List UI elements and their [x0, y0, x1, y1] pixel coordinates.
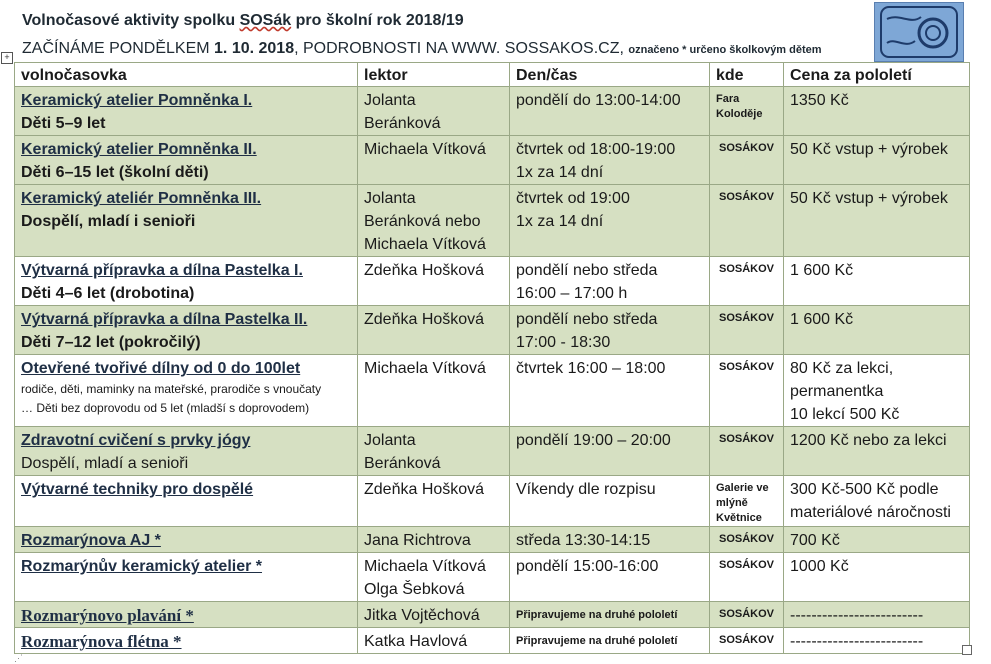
- activity-title[interactable]: Rozmarýnova AJ *: [21, 532, 161, 549]
- place-cell: [710, 476, 784, 527]
- table-move-handle[interactable]: +: [1, 52, 13, 64]
- activity-subtitle: Dospělí, mladí a senioři: [21, 455, 189, 472]
- price-cell-line: 300 Kč-500 Kč podle: [790, 481, 939, 498]
- time-cell-line: čtvrtek od 18:00-19:00: [516, 141, 676, 158]
- price-cell-line: -------------------------: [790, 607, 924, 624]
- lecturer-cell: [358, 628, 510, 654]
- place-cell: [710, 355, 784, 427]
- lecturer-cell: [358, 136, 510, 185]
- page-title: [22, 12, 464, 30]
- price-cell: [784, 527, 970, 553]
- activity-cell: [15, 602, 358, 628]
- lecturer-cell-line: Jolanta: [364, 92, 416, 109]
- place-cell-line: Koloděje: [716, 108, 763, 120]
- time-cell-line: Víkendy dle rozpisu: [516, 481, 656, 498]
- bottom-dots: ⋰: [14, 653, 23, 663]
- lecturer-cell-line: Michaela Vítková: [364, 236, 486, 253]
- time-cell: [510, 476, 710, 527]
- price-cell-line: 1 600 Kč: [790, 262, 854, 279]
- time-cell-line: čtvrtek 16:00 – 18:00: [516, 360, 666, 377]
- activity-cell: [15, 553, 358, 602]
- lecturer-cell: [358, 257, 510, 306]
- lecturer-cell-line: Beránková: [364, 455, 441, 472]
- place-cell-line: mlýně: [716, 497, 748, 509]
- activity-cell: [15, 355, 358, 427]
- activity-subtitle: Děti 7–12 let (pokročilý): [21, 334, 201, 351]
- price-cell-line: 1350 Kč: [790, 92, 849, 109]
- activity-title[interactable]: Výtvarné techniky pro dospělé: [21, 481, 254, 498]
- price-cell-line: 1000 Kč: [790, 558, 849, 575]
- activity-cell: [15, 136, 358, 185]
- page-header: [0, 0, 991, 62]
- time-cell-line: pondělí nebo středa: [516, 311, 658, 328]
- activity-cell: [15, 185, 358, 257]
- place-cell-line: SOSÁKOV: [718, 533, 774, 545]
- place-cell: [710, 185, 784, 257]
- place-cell-line: SOSÁKOV: [718, 608, 774, 620]
- column-header-activity: volnočasovka: [15, 63, 358, 87]
- price-cell-line: 50 Kč vstup + výrobek: [790, 141, 948, 158]
- lecturer-cell-line: Jana Richtrova: [364, 532, 471, 549]
- place-cell-line: Fara: [716, 93, 740, 105]
- time-cell-line: 1x za 14 dní: [516, 164, 604, 181]
- lecturer-cell-line: Olga Šebková: [364, 581, 465, 598]
- time-cell-line: středa 13:30-14:15: [516, 532, 651, 549]
- activity-subtitle: Děti 5–9 let: [21, 115, 106, 132]
- lecturer-cell-line: Jolanta: [364, 190, 416, 207]
- activity-cell: [15, 628, 358, 654]
- table-row: [15, 628, 970, 654]
- table-row: [15, 355, 970, 427]
- price-cell: [784, 87, 970, 136]
- price-cell: [784, 427, 970, 476]
- page-subtitle: [22, 40, 822, 58]
- price-cell: [784, 553, 970, 602]
- activity-subtitle-2: … Děti bez doprovodu od 5 let (mladší s doprovodem): [21, 401, 310, 415]
- activity-subtitle: rodiče, děti, maminky na mateřské, prarodiče s vnoučaty: [21, 382, 322, 396]
- time-cell-line: 1x za 14 dní: [516, 213, 604, 230]
- place-cell: [710, 527, 784, 553]
- activity-subtitle: Děti 6–15 let (školní děti): [21, 164, 209, 181]
- place-cell: [710, 553, 784, 602]
- table-row: [15, 185, 970, 257]
- time-cell-line: Připravujeme na druhé pololetí: [516, 635, 678, 647]
- place-cell-line: SOSÁKOV: [718, 634, 774, 646]
- activity-title[interactable]: Rozmarýnovo plavání *: [21, 606, 194, 625]
- lecturer-cell-line: Jitka Vojtěchová: [364, 607, 480, 624]
- activity-cell: [15, 306, 358, 355]
- activity-title[interactable]: Keramický atelier Pomněnka I.: [21, 92, 253, 109]
- table-row: [15, 306, 970, 355]
- place-cell: [710, 602, 784, 628]
- time-cell-line: čtvrtek od 19:00: [516, 190, 630, 207]
- column-header-price: Cena za pololetí: [784, 63, 970, 87]
- activity-title[interactable]: Keramický ateliér Pomněnka III.: [21, 190, 262, 207]
- activity-title[interactable]: Rozmarýnův keramický atelier *: [21, 558, 263, 575]
- place-cell-line: SOSÁKOV: [718, 312, 774, 324]
- time-cell: [510, 355, 710, 427]
- place-cell: [710, 628, 784, 654]
- place-cell-line: SOSÁKOV: [718, 191, 774, 203]
- activity-cell: [15, 527, 358, 553]
- time-cell-line: 17:00 - 18:30: [516, 334, 611, 351]
- lecturer-cell-line: Zdeňka Hošková: [364, 311, 485, 328]
- time-cell-line: pondělí nebo středa: [516, 262, 658, 279]
- lecturer-cell-line: Zdeňka Hošková: [364, 262, 485, 279]
- lecturer-cell: [358, 87, 510, 136]
- place-cell-line: SOSÁKOV: [718, 142, 774, 154]
- table-row: [15, 257, 970, 306]
- lecturer-cell-line: Beránková: [364, 115, 441, 132]
- activity-cell: [15, 476, 358, 527]
- table-row: [15, 87, 970, 136]
- time-cell: [510, 306, 710, 355]
- subtitle-note: označeno * určeno školkovým dětem: [628, 44, 822, 56]
- logo-drawing: [875, 3, 963, 61]
- price-cell: [784, 136, 970, 185]
- lecturer-cell: [358, 553, 510, 602]
- price-cell-line: 10 lekcí 500 Kč: [790, 406, 900, 423]
- table-row: [15, 527, 970, 553]
- price-cell-line: 1 600 Kč: [790, 311, 854, 328]
- lecturer-cell-line: Michaela Vítková: [364, 558, 486, 575]
- place-cell: [710, 87, 784, 136]
- subtitle-start: ZAČÍNÁME PONDĚLKEM: [22, 40, 215, 57]
- place-cell-line: SOSÁKOV: [718, 361, 774, 373]
- time-cell: [510, 628, 710, 654]
- price-cell: [784, 355, 970, 427]
- column-header-time: Den/čas: [510, 63, 710, 87]
- time-cell: [510, 427, 710, 476]
- place-cell-line: Květnice: [716, 512, 762, 524]
- time-cell: [510, 553, 710, 602]
- price-cell-line: -------------------------: [790, 633, 924, 650]
- subtitle-rest: , PODROBNOSTI NA WWW. SOSSAKOS.CZ,: [294, 40, 629, 57]
- column-header-place: kde: [710, 63, 784, 87]
- activity-subtitle: Děti 4–6 let (drobotina): [21, 285, 195, 302]
- price-cell-line: 80 Kč za lekci,: [790, 360, 894, 377]
- activity-title[interactable]: Keramický atelier Pomněnka II.: [21, 141, 257, 158]
- price-cell-line: 1200 Kč nebo za lekci: [790, 432, 947, 449]
- activity-cell: [15, 427, 358, 476]
- table-row: [15, 476, 970, 527]
- price-cell-line: materiálové náročnosti: [790, 504, 951, 521]
- lecturer-cell-line: Katka Havlová: [364, 633, 468, 650]
- activity-title[interactable]: Výtvarná přípravka a dílna Pastelka II.: [21, 311, 308, 328]
- lecturer-cell-line: Michaela Vítková: [364, 360, 486, 377]
- sosak-logo: [874, 2, 964, 62]
- price-cell: [784, 476, 970, 527]
- time-cell-line: pondělí 15:00-16:00: [516, 558, 659, 575]
- lecturer-cell-line: Michaela Vítková: [364, 141, 486, 158]
- activity-title[interactable]: Zdravotní cvičení s prvky jógy: [21, 432, 251, 449]
- table-header-row: [15, 63, 970, 87]
- time-cell: [510, 602, 710, 628]
- time-cell: [510, 185, 710, 257]
- lecturer-cell: [358, 185, 510, 257]
- time-cell: [510, 527, 710, 553]
- table-row: [15, 553, 970, 602]
- time-cell-line: Připravujeme na druhé pololetí: [516, 609, 678, 621]
- place-cell-line: Galerie ve: [716, 482, 769, 494]
- activity-title[interactable]: Rozmarýnova flétna *: [21, 632, 182, 651]
- lecturer-cell: [358, 355, 510, 427]
- time-cell-line: 16:00 – 17:00 h: [516, 285, 628, 302]
- price-cell: [784, 185, 970, 257]
- price-cell-line: permanentka: [790, 383, 884, 400]
- price-cell: [784, 602, 970, 628]
- title-prefix: Volnočasové aktivity spolku: [22, 12, 240, 29]
- activity-cell: [15, 87, 358, 136]
- place-cell: [710, 306, 784, 355]
- price-cell: [784, 306, 970, 355]
- table-resize-handle[interactable]: [962, 645, 972, 655]
- activity-subtitle: Dospělí, mladí i senioři: [21, 213, 196, 230]
- place-cell-line: SOSÁKOV: [718, 263, 774, 275]
- lecturer-cell: [358, 602, 510, 628]
- price-cell-line: 50 Kč vstup + výrobek: [790, 190, 948, 207]
- activity-title[interactable]: Výtvarná přípravka a dílna Pastelka I.: [21, 262, 303, 279]
- place-cell: [710, 427, 784, 476]
- price-cell: [784, 257, 970, 306]
- lecturer-cell: [358, 527, 510, 553]
- activity-cell: [15, 257, 358, 306]
- table-row: [15, 136, 970, 185]
- activities-table: [14, 62, 970, 654]
- time-cell-line: pondělí 19:00 – 20:00: [516, 432, 671, 449]
- time-cell: [510, 136, 710, 185]
- price-cell: [784, 628, 970, 654]
- title-brand: SOSák: [239, 12, 292, 29]
- lecturer-cell-line: Jolanta: [364, 432, 416, 449]
- time-cell-line: pondělí do 13:00-14:00: [516, 92, 681, 109]
- place-cell-line: SOSÁKOV: [718, 559, 774, 571]
- time-cell: [510, 87, 710, 136]
- lecturer-cell: [358, 306, 510, 355]
- table-row: [15, 427, 970, 476]
- column-header-lecturer: lektor: [358, 63, 510, 87]
- lecturer-cell: [358, 476, 510, 527]
- time-cell: [510, 257, 710, 306]
- lecturer-cell-line: Beránková nebo: [364, 213, 481, 230]
- place-cell-line: SOSÁKOV: [718, 433, 774, 445]
- title-suffix: pro školní rok 2018/19: [291, 12, 464, 29]
- table-row: [15, 602, 970, 628]
- place-cell: [710, 257, 784, 306]
- place-cell: [710, 136, 784, 185]
- lecturer-cell-line: Zdeňka Hošková: [364, 481, 485, 498]
- activity-title[interactable]: Otevřené tvořivé dílny od 0 do 100let: [21, 360, 301, 377]
- lecturer-cell: [358, 427, 510, 476]
- price-cell-line: 700 Kč: [790, 532, 840, 549]
- subtitle-date: 1. 10. 2018: [214, 40, 295, 57]
